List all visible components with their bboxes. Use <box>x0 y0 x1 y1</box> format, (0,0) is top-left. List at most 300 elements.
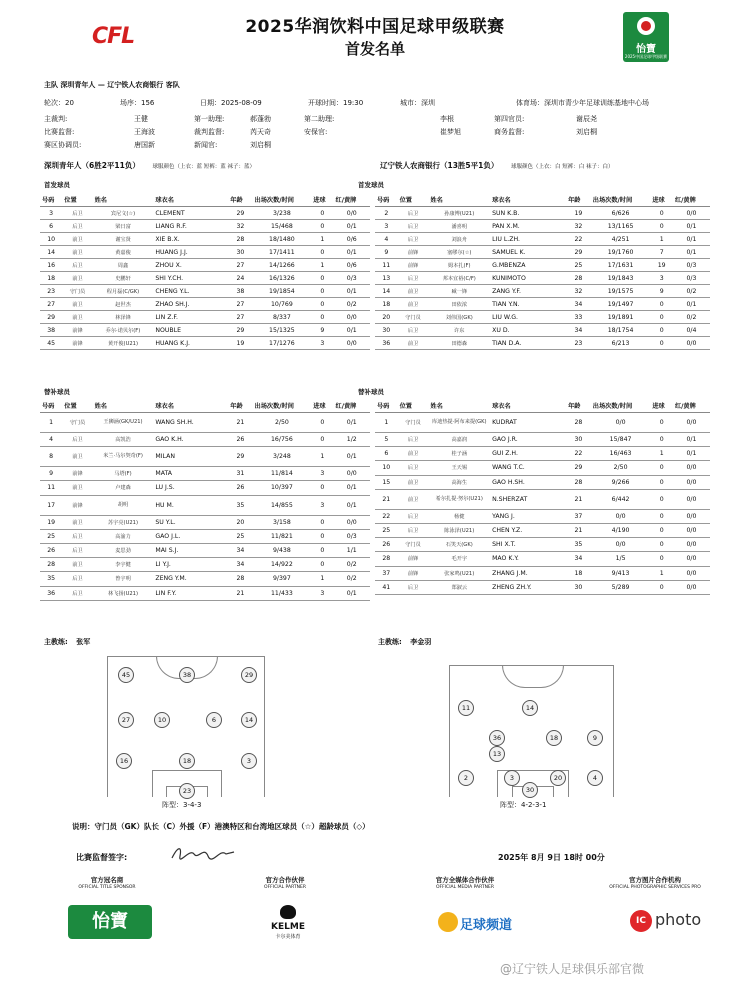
column-header: 姓名 <box>428 399 490 413</box>
player-row <box>375 272 710 285</box>
appearances-minutes: 5/289 <box>591 580 651 594</box>
age: 28 <box>566 272 591 285</box>
red-yellow-cards: 0/1 <box>334 447 370 467</box>
away-formation: 阵型：4-2-3-1 <box>500 801 547 809</box>
shirt-name: LU J.S. <box>153 481 228 495</box>
age: 30 <box>566 580 591 594</box>
red-yellow-cards: 0/0 <box>334 311 370 324</box>
red-yellow-cards: 0/0 <box>673 489 710 509</box>
shirt-number: 30 <box>375 324 398 337</box>
position: 守门员 <box>62 285 92 298</box>
goals: 3 <box>311 337 333 350</box>
position: 后卫 <box>62 543 92 557</box>
position: 后卫 <box>398 233 429 246</box>
shirt-name: SUN K.B. <box>490 207 566 220</box>
shirt-number: 28 <box>375 552 398 566</box>
age: 28 <box>566 475 591 489</box>
position: 守门员 <box>62 413 92 433</box>
shirt-number: 11 <box>375 259 398 272</box>
column-header: 年龄 <box>566 193 591 207</box>
red-yellow-cards: 0/2 <box>673 311 710 324</box>
shirt-number: 9 <box>40 467 62 481</box>
position: 守门员 <box>398 538 429 552</box>
page-subtitle: 首发名单 <box>344 40 405 58</box>
appearances-minutes: 19/1891 <box>591 311 651 324</box>
player-row <box>40 481 370 495</box>
position: 后卫 <box>62 586 92 600</box>
player-row <box>40 337 370 350</box>
goals: 0 <box>311 285 333 298</box>
shirt-number: 41 <box>375 580 398 594</box>
goals: 3 <box>311 586 333 600</box>
shirt-number: 10 <box>375 461 398 475</box>
position: 守门员 <box>398 413 429 433</box>
bottle-cap-icon <box>637 17 655 35</box>
player-position-marker: 36 <box>489 730 505 746</box>
shirt-number: 35 <box>40 572 62 586</box>
shirt-name: CLEMENT <box>153 207 228 220</box>
goals: 1 <box>650 233 673 246</box>
shirt-number: 22 <box>375 509 398 523</box>
shirt-number: 26 <box>40 543 62 557</box>
player-row <box>375 489 710 509</box>
age: 22 <box>566 447 591 461</box>
position: 后卫 <box>398 523 429 537</box>
sponsor-badge-small: 2025中国足球甲级联赛 <box>624 54 668 59</box>
chinese-name: 赵世杰 <box>93 298 154 311</box>
chinese-name: 王狮涵(GK/U21) <box>93 413 154 433</box>
shirt-name: PAN X.M. <box>490 220 566 233</box>
age: 38 <box>228 285 252 298</box>
appearances-minutes: 9/397 <box>253 572 312 586</box>
table-header-row <box>40 399 370 413</box>
sponsor-label-en: OFFICIAL PARTNER <box>264 885 306 890</box>
position: 守门员 <box>398 311 429 324</box>
goals: 1 <box>311 447 333 467</box>
column-header: 姓名 <box>428 193 490 207</box>
position: 前锋 <box>62 324 92 337</box>
column-header: 红/黄牌 <box>673 193 710 207</box>
appearances-minutes: 3/238 <box>253 207 312 220</box>
shirt-number: 36 <box>40 586 62 600</box>
column-header: 出场次数/时间 <box>253 193 312 207</box>
column-header: 球衣名 <box>153 193 228 207</box>
shirt-number: 15 <box>375 475 398 489</box>
chinese-name: 曾宇明 <box>93 572 154 586</box>
goals: 3 <box>650 272 673 285</box>
appearances-minutes: 11/821 <box>253 529 312 543</box>
shirt-number: 4 <box>40 433 62 447</box>
player-row <box>375 552 710 566</box>
shirt-name: YANG J. <box>490 509 566 523</box>
yibao-logo: 怡寶 <box>68 905 152 939</box>
red-yellow-cards: 0/1 <box>334 413 370 433</box>
player-row <box>375 298 710 311</box>
shirt-name: WANG SH.H. <box>153 413 228 433</box>
appearances-minutes: 0/0 <box>591 538 651 552</box>
chinese-name: 杨健 <box>428 509 490 523</box>
position: 前卫 <box>62 272 92 285</box>
shirt-number: 20 <box>375 311 398 324</box>
official-role: 第二助理: <box>304 115 335 123</box>
age: 25 <box>228 529 252 543</box>
appearances-minutes: 4/251 <box>591 233 651 246</box>
player-row <box>375 311 710 324</box>
sponsor-badge <box>623 12 669 62</box>
player-position-marker: 38 <box>179 667 195 683</box>
red-yellow-cards: 0/0 <box>673 580 710 594</box>
venue: 体育场：深圳市青少年足球训练基地中心场 <box>516 99 649 107</box>
position: 后卫 <box>398 580 429 594</box>
shirt-number: 28 <box>40 558 62 572</box>
appearances-minutes: 15/847 <box>591 433 651 447</box>
sponsor-badge-text: 怡寶 <box>636 44 656 55</box>
age: 28 <box>228 233 252 246</box>
red-yellow-cards: 0/1 <box>334 220 370 233</box>
official-name: 郝蓬勃 <box>250 115 271 123</box>
appearances-minutes: 19/1760 <box>591 246 651 259</box>
player-row <box>375 433 710 447</box>
red-yellow-cards: 0/2 <box>334 572 370 586</box>
shirt-name: ZANG Y.F. <box>490 285 566 298</box>
appearances-minutes: 9/438 <box>253 543 312 557</box>
appearances-minutes: 17/1631 <box>591 259 651 272</box>
chinese-name: 林飞扬(U21) <box>93 586 154 600</box>
red-yellow-cards: 0/0 <box>673 337 710 350</box>
player-position-marker: 3 <box>504 770 520 786</box>
official-name: 李根 <box>440 115 454 123</box>
football-channel-logo: 足球频道 <box>460 918 513 933</box>
position: 后卫 <box>62 529 92 543</box>
shirt-number: 38 <box>40 324 62 337</box>
chinese-name: 臧一锋 <box>428 285 490 298</box>
player-row <box>375 461 710 475</box>
age: 21 <box>566 489 591 509</box>
red-yellow-cards: 0/6 <box>334 259 370 272</box>
player-row <box>375 285 710 298</box>
player-row <box>40 311 370 324</box>
player-row <box>375 580 710 594</box>
red-yellow-cards: 0/0 <box>673 413 710 433</box>
official-role: 商务监督: <box>494 128 525 136</box>
shirt-name: ZHENG ZH.Y. <box>490 580 566 594</box>
shirt-name: SHI X.T. <box>490 538 566 552</box>
red-yellow-cards: 0/1 <box>334 586 370 600</box>
age: 29 <box>228 324 252 337</box>
official-role: 第一助理: <box>194 115 225 123</box>
red-yellow-cards: 0/0 <box>334 515 370 529</box>
age: 27 <box>228 259 252 272</box>
chinese-name: 马塔(F) <box>93 467 154 481</box>
age: 30 <box>228 246 252 259</box>
column-header: 红/黄牌 <box>334 399 370 413</box>
home-subs-table <box>40 399 370 601</box>
shirt-name: ZHOU X. <box>153 259 228 272</box>
position: 前卫 <box>62 558 92 572</box>
kelme-sub: 卡尔美体育 <box>275 934 301 940</box>
red-yellow-cards: 0/2 <box>334 298 370 311</box>
signature-label: 比赛监督签字: <box>76 853 128 862</box>
goals: 0 <box>650 433 673 447</box>
appearances-minutes: 11/814 <box>253 467 312 481</box>
age: 21 <box>228 586 252 600</box>
column-header: 进球 <box>311 193 333 207</box>
away-kit: 球服颜色（上衣：白 短裤：白 袜子：白） <box>511 164 614 170</box>
column-header: 姓名 <box>93 193 154 207</box>
ic-photo-logo: photo <box>655 910 702 929</box>
player-row <box>40 324 370 337</box>
shirt-name: GAO J.L. <box>153 529 228 543</box>
red-yellow-cards: 0/0 <box>673 566 710 580</box>
age: 19 <box>566 207 591 220</box>
goals: 0 <box>311 298 333 311</box>
away-team-header <box>380 160 614 171</box>
goals: 0 <box>311 558 333 572</box>
position: 前锋 <box>398 552 429 566</box>
chinese-name: 谢宝贤 <box>93 233 154 246</box>
shirt-number: 8 <box>40 447 62 467</box>
goals: 0 <box>311 220 333 233</box>
red-yellow-cards: 0/3 <box>673 259 710 272</box>
age: 34 <box>228 558 252 572</box>
goals: 1 <box>650 566 673 580</box>
goals: 0 <box>650 580 673 594</box>
shirt-number: 13 <box>375 272 398 285</box>
goals: 7 <box>650 246 673 259</box>
age: 24 <box>228 272 252 285</box>
goals: 0 <box>650 538 673 552</box>
player-position-marker: 18 <box>179 753 195 769</box>
age: 29 <box>228 207 252 220</box>
appearances-minutes: 8/337 <box>253 311 312 324</box>
home-kit: 球服颜色（上衣：蓝 短裤：蓝 袜子：蓝） <box>152 164 255 170</box>
table-header-row <box>40 193 370 207</box>
age: 19 <box>228 337 252 350</box>
red-yellow-cards: 0/1 <box>334 324 370 337</box>
player-position-marker: 13 <box>489 746 505 762</box>
appearances-minutes: 1/5 <box>591 552 651 566</box>
column-header: 号码 <box>375 193 398 207</box>
away-starters-label: 首发球员 <box>358 181 384 189</box>
chinese-name: 王天锡 <box>428 461 490 475</box>
appearances-minutes: 11/433 <box>253 586 312 600</box>
red-yellow-cards: 0/0 <box>673 552 710 566</box>
age: 35 <box>228 495 252 515</box>
red-yellow-cards: 0/1 <box>334 495 370 515</box>
sponsor-label-en: OFFICIAL PHOTOGRAPHIC SERVICES PRO <box>609 885 701 890</box>
position: 前卫 <box>398 447 429 461</box>
age: 29 <box>566 246 591 259</box>
shirt-number: 25 <box>40 529 62 543</box>
goals: 0 <box>650 509 673 523</box>
official-name: 谢辰尧 <box>576 115 597 123</box>
player-row <box>375 246 710 259</box>
chinese-name: 孙康博(U21) <box>428 207 490 220</box>
goals: 0 <box>650 489 673 509</box>
player-row <box>40 246 370 259</box>
chinese-name: 黄嘉俊 <box>93 246 154 259</box>
shirt-name: CHEN Y.Z. <box>490 523 566 537</box>
player-position-marker: 9 <box>587 730 603 746</box>
shirt-name: LIN Z.F. <box>153 311 228 324</box>
shirt-name: CHENG Y.L. <box>153 285 228 298</box>
shirt-number: 3 <box>375 220 398 233</box>
chinese-name: 苏宇亮(U21) <box>93 515 154 529</box>
player-row <box>40 272 370 285</box>
goals: 0 <box>311 481 333 495</box>
shirt-name: TIAN D.A. <box>490 337 566 350</box>
shirt-number: 6 <box>375 447 398 461</box>
goals: 0 <box>650 475 673 489</box>
age: 35 <box>566 538 591 552</box>
shirt-number: 45 <box>40 337 62 350</box>
chinese-name: 卢建森 <box>93 481 154 495</box>
column-header: 年龄 <box>228 193 252 207</box>
appearances-minutes: 10/769 <box>253 298 312 311</box>
match-date: 日期：2025-08-09 <box>200 99 262 107</box>
home-coach-name: 张军 <box>76 638 91 646</box>
goals: 19 <box>650 259 673 272</box>
column-header: 球衣名 <box>490 193 566 207</box>
player-position-marker: 23 <box>179 783 195 799</box>
age: 30 <box>566 433 591 447</box>
away-coach-label: 主教练: <box>378 638 402 646</box>
shirt-name: G.MBENZA <box>490 259 566 272</box>
appearances-minutes: 16/1326 <box>253 272 312 285</box>
shirt-number: 26 <box>375 538 398 552</box>
player-row <box>40 586 370 600</box>
red-yellow-cards: 0/1 <box>334 246 370 259</box>
shirt-name: TIAN Y.N. <box>490 298 566 311</box>
age: 27 <box>228 298 252 311</box>
red-yellow-cards: 0/2 <box>673 285 710 298</box>
official-name: 王健 <box>134 115 148 123</box>
teams-line: 主队 深圳青年人 — 辽宁铁人农商银行 客队 <box>44 81 180 89</box>
column-header: 姓名 <box>93 399 154 413</box>
position: 前卫 <box>62 246 92 259</box>
shirt-name: HUANG K.J. <box>153 337 228 350</box>
column-header: 球衣名 <box>490 399 566 413</box>
player-position-marker: 14 <box>522 700 538 716</box>
goals: 3 <box>311 467 333 481</box>
column-header: 位置 <box>398 193 429 207</box>
goals: 9 <box>311 324 333 337</box>
player-position-marker: 20 <box>550 770 566 786</box>
age: 31 <box>228 467 252 481</box>
red-yellow-cards: 0/0 <box>334 207 370 220</box>
chinese-name: 潘喜明 <box>428 220 490 233</box>
table-header-row <box>375 399 710 413</box>
column-header: 号码 <box>40 193 62 207</box>
shirt-name: WANG T.C. <box>490 461 566 475</box>
appearances-minutes: 15/468 <box>253 220 312 233</box>
red-yellow-cards: 0/1 <box>334 285 370 298</box>
appearances-minutes: 15/1325 <box>253 324 312 337</box>
chinese-name: 刘伟国(GK) <box>428 311 490 324</box>
official-role: 新闻官: <box>194 141 218 149</box>
position: 前锋 <box>62 467 92 481</box>
city: 城市：深圳 <box>400 99 435 107</box>
red-yellow-cards: 0/2 <box>334 558 370 572</box>
chinese-name: 高渝力 <box>93 529 154 543</box>
official-role: 比赛监督: <box>44 128 75 136</box>
goals: 0 <box>650 220 673 233</box>
age: 29 <box>566 461 591 475</box>
player-row <box>375 475 710 489</box>
home-formation: 阵型：3-4-3 <box>162 801 202 809</box>
shirt-name: ZHANG J.M. <box>490 566 566 580</box>
position: 前锋 <box>62 337 92 350</box>
goals: 0 <box>650 311 673 324</box>
chinese-name: 高凯浩 <box>93 433 154 447</box>
center-circle <box>502 665 564 688</box>
shirt-name: N.SHERZAT <box>490 489 566 509</box>
shirt-name: LIANG R.F. <box>153 220 228 233</box>
player-row <box>375 523 710 537</box>
age: 34 <box>566 298 591 311</box>
position: 前卫 <box>62 481 92 495</box>
shirt-name: LI Y.J. <box>153 558 228 572</box>
position: 前卫 <box>398 285 429 298</box>
player-row <box>375 220 710 233</box>
age: 33 <box>566 311 591 324</box>
appearances-minutes: 19/1843 <box>591 272 651 285</box>
player-row <box>40 495 370 515</box>
red-yellow-cards: 0/0 <box>673 523 710 537</box>
player-row <box>375 413 710 433</box>
player-position-marker: 29 <box>241 667 257 683</box>
position: 后卫 <box>62 433 92 447</box>
away-subs-table <box>375 399 710 595</box>
position: 后卫 <box>62 259 92 272</box>
red-yellow-cards: 1/2 <box>334 433 370 447</box>
shirt-name: GAO K.H. <box>153 433 228 447</box>
appearances-minutes: 2/50 <box>591 461 651 475</box>
red-yellow-cards: 0/4 <box>673 324 710 337</box>
shirt-number: 1 <box>375 413 398 433</box>
age: 32 <box>228 220 252 233</box>
shirt-name: XIE B.X. <box>153 233 228 246</box>
chinese-name: 田依浓 <box>428 298 490 311</box>
shirt-number: 10 <box>40 233 62 246</box>
shirt-number: 23 <box>40 285 62 298</box>
away-formation-pitch <box>449 665 614 797</box>
age: 27 <box>228 311 252 324</box>
goals: 0 <box>311 311 333 324</box>
red-yellow-cards: 0/3 <box>334 529 370 543</box>
chinese-name: 黄开俊(U21) <box>93 337 154 350</box>
chinese-name: 毛开宇 <box>428 552 490 566</box>
age: 34 <box>566 552 591 566</box>
position: 后卫 <box>398 509 429 523</box>
player-row <box>40 529 370 543</box>
appearances-minutes: 13/1165 <box>591 220 651 233</box>
player-row <box>375 447 710 461</box>
position: 前卫 <box>62 233 92 246</box>
shirt-name: KUNIMOTO <box>490 272 566 285</box>
player-row <box>40 572 370 586</box>
age: 32 <box>566 220 591 233</box>
match-number: 场序：156 <box>120 99 155 107</box>
chinese-name: 希尔扎提·努尔(U21) <box>428 489 490 509</box>
table-header-row <box>375 193 710 207</box>
goals: 0 <box>650 324 673 337</box>
home-formation-pitch <box>107 656 265 797</box>
position: 后卫 <box>398 207 429 220</box>
shirt-name: ZHAO SH.J. <box>153 298 228 311</box>
column-header: 年龄 <box>566 399 591 413</box>
shirt-name: MAI S.J. <box>153 543 228 557</box>
